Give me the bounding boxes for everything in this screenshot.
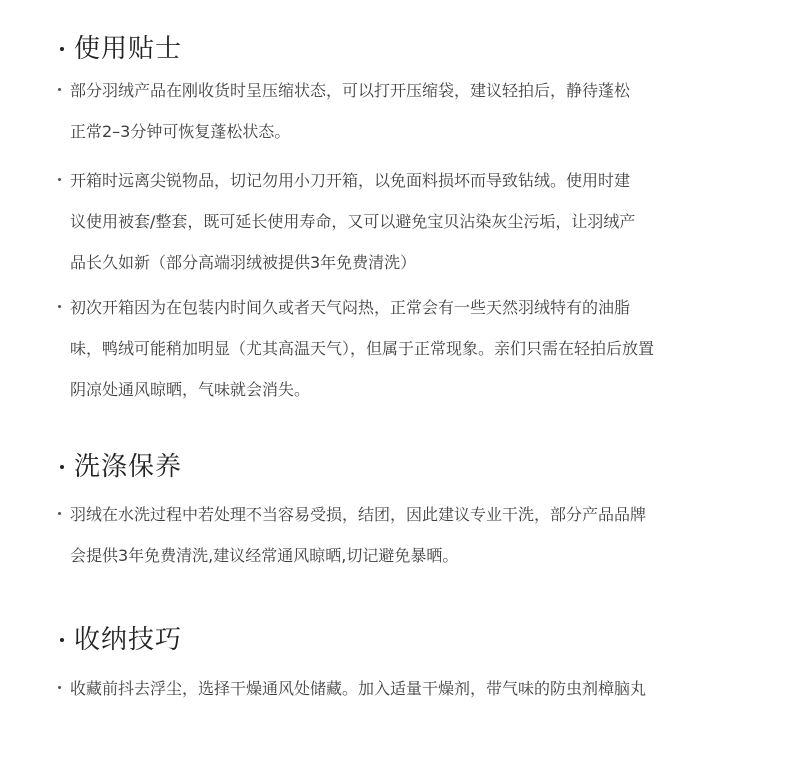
bullet-dot-icon — [58, 512, 61, 515]
usage-tip-2-line-3: 品长久如新（部分高端羽绒被提供3年免费清洗） — [70, 253, 417, 272]
bullet-dot-icon — [58, 88, 61, 91]
usage-tip-1-line-2: 正常2–3分钟可恢复蓬松状态。 — [70, 122, 291, 141]
usage-tip-3 — [58, 287, 738, 410]
washing-tip-1-line-2: 会提供3年免费清洗,建议经常通风晾晒,切记避免暴晒。 — [70, 546, 459, 565]
usage-tip-3-line-3: 阴凉处通风晾晒，气味就会消失。 — [70, 380, 311, 399]
usage-tip-1-line-1: 部分羽绒产品在刚收货时呈压缩状态，可以打开压缩袋，建议轻拍后，静待蓬松 — [70, 81, 631, 100]
bullet-dot-icon — [58, 305, 61, 308]
usage-tips-title: 使用贴士 — [74, 34, 183, 64]
title-dot-icon — [60, 47, 64, 51]
storage-tips-section — [0, 623, 790, 657]
storage-tip-1 — [58, 668, 738, 709]
section-title — [60, 450, 790, 484]
washing-care-section — [0, 450, 790, 484]
usage-tip-2-line-2: 议使用被套/整套，既可延长使用寿命，又可以避免宝贝沾染灰尘污垢，让羽绒产 — [70, 212, 636, 231]
title-dot-icon — [60, 465, 64, 469]
usage-tip-2 — [58, 160, 738, 283]
washing-tip-1-line-1: 羽绒在水洗过程中若处理不当容易受损，结团，因此建议专业干洗，部分产品品牌 — [70, 505, 647, 524]
bullet-dot-icon — [58, 686, 61, 689]
storage-tips-title: 收纳技巧 — [74, 625, 183, 655]
usage-tip-3-line-1: 初次开箱因为在包装内时间久或者天气闷热，正常会有一些天然羽绒特有的油脂 — [70, 298, 631, 317]
bullet-dot-icon — [58, 178, 61, 181]
usage-tip-2-line-1: 开箱时远离尖锐物品，切记勿用小刀开箱，以免面料损坏而导致钻绒。使用时建 — [70, 171, 631, 190]
usage-tip-3-line-2: 味，鸭绒可能稍加明显（尤其高温天气），但属于正常现象。亲们只需在轻拍后放置 — [70, 339, 655, 358]
washing-tip-1 — [58, 494, 738, 576]
usage-tips-section — [0, 32, 790, 66]
section-title — [60, 32, 790, 66]
washing-care-title: 洗涤保养 — [74, 452, 183, 482]
section-title — [60, 623, 790, 657]
title-dot-icon — [60, 638, 64, 642]
storage-tip-1-line-1: 收藏前抖去浮尘，选择干燥通风处储藏。加入适量干燥剂，带气味的防虫剂樟脑丸 — [70, 679, 647, 698]
usage-tip-1 — [58, 70, 738, 152]
